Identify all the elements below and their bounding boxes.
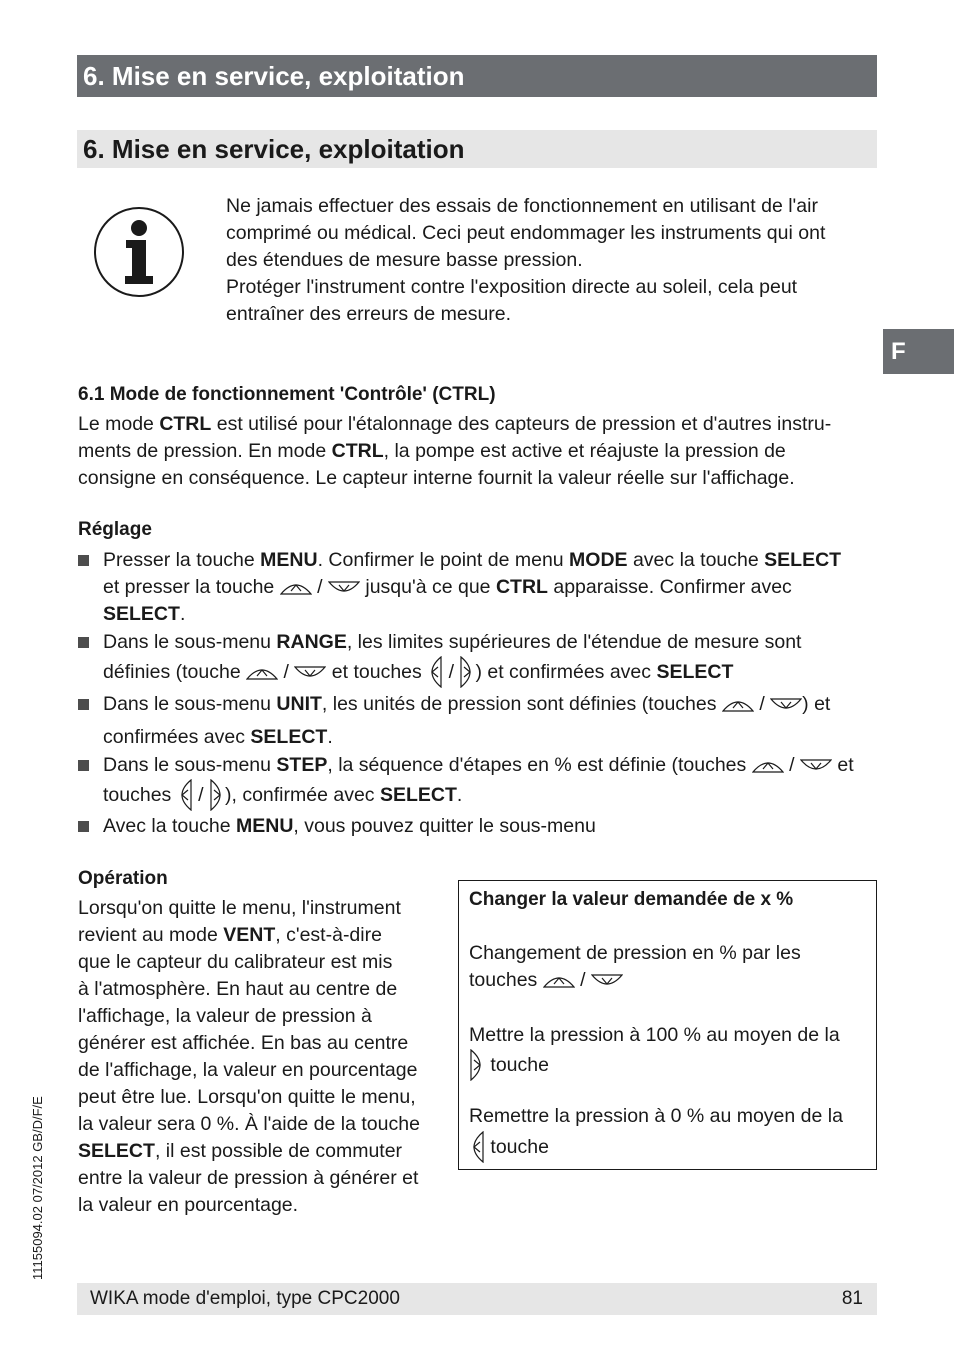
- list-item-text: [103, 547, 873, 628]
- text-bold: SELECT: [103, 603, 180, 625]
- text-bold: RANGE: [276, 631, 347, 653]
- text-bold: SELECT: [764, 549, 842, 571]
- up-key-icon: [543, 973, 575, 989]
- text: /: [192, 784, 209, 806]
- info-icon: [93, 206, 185, 298]
- text-bold: SELECT: [78, 1140, 155, 1162]
- operation-title: Opération: [78, 868, 168, 889]
- text-bold: MODE: [569, 549, 628, 571]
- down-key-icon: [591, 973, 623, 989]
- up-key-icon: [752, 758, 784, 774]
- info-box: [458, 880, 877, 1170]
- text: Changement de pression en % par les: [469, 942, 801, 964]
- list-item-text: [103, 813, 873, 840]
- down-key-icon: [800, 758, 832, 774]
- info-line: Ne jamais effectuer des essais de fonctionnement en utilisant de l'air: [226, 195, 818, 217]
- text: confirmées avec: [103, 726, 251, 748]
- info-box-line: [469, 1049, 549, 1081]
- text: Lorsqu'on quitte le menu, l'instrument: [78, 897, 401, 919]
- text: avec la touche: [627, 549, 765, 571]
- bullet-square: [78, 555, 89, 566]
- text-bold: SELECT: [656, 661, 734, 683]
- text: à l'atmosphère. En haut au centre de: [78, 978, 398, 1000]
- text: /: [783, 754, 800, 776]
- text: et touches: [326, 661, 428, 683]
- text: Le mode: [78, 413, 160, 435]
- up-key-icon: [722, 697, 754, 713]
- text-bold: UNIT: [276, 693, 322, 715]
- subsection-title: 6.1 Mode de fonctionnement 'Contrôle' (CTRL): [78, 384, 496, 405]
- text: la valeur sera 0 %. À l'aide de la touche: [78, 1113, 420, 1135]
- text: /: [311, 576, 328, 598]
- text-bold: CTRL: [331, 440, 384, 462]
- text: l'affichage, la valeur de pression à: [78, 1005, 372, 1027]
- subsection-paragraph: [78, 411, 868, 492]
- text: de l'affichage, la valeur en pourcentage: [78, 1059, 418, 1081]
- left-key-icon: [427, 656, 443, 688]
- info-line: des étendues de mesure basse pression.: [226, 249, 583, 271]
- up-key-icon: [246, 665, 278, 681]
- text-bold: SELECT: [379, 784, 457, 806]
- text: . Confirmer le point de menu: [317, 549, 570, 571]
- bullet-square: [78, 637, 89, 648]
- info-line: comprimé ou médical. Ceci peut endommager les instruments qui ont: [226, 222, 826, 244]
- text: ) et: [802, 693, 831, 715]
- info-box-line: [469, 1131, 549, 1163]
- text: /: [753, 693, 771, 715]
- text: /: [574, 969, 591, 991]
- left-key-icon: [177, 779, 193, 811]
- text: revient au mode: [78, 924, 224, 946]
- text: touche: [485, 1136, 549, 1158]
- section-header-bar: [77, 130, 877, 168]
- chapter-title: 6. Mise en service, exploitation: [83, 61, 465, 91]
- text: est utilisé pour l'étalonnage des capteurs de pression et d'autres instru-: [211, 413, 832, 435]
- page-number: 81: [841, 1288, 863, 1309]
- text: jusqu'à ce que: [359, 576, 496, 598]
- list-item-text: [103, 629, 873, 688]
- document-number: 11155094.02 07/2012 GB/D/F/E: [30, 1096, 45, 1280]
- page-footer: [77, 1283, 877, 1315]
- chapter-header-bar: [77, 55, 877, 97]
- text: , la séquence d'étapes en % est définie (touches: [327, 754, 752, 776]
- text: .: [327, 726, 333, 748]
- text: , c'est-à-dire: [275, 924, 382, 946]
- text: Dans le sous-menu: [103, 631, 277, 653]
- text: , il est possible de commuter: [154, 1140, 403, 1162]
- language-tab: [883, 329, 954, 374]
- text-bold: SELECT: [250, 726, 328, 748]
- bullet-square: [78, 699, 89, 710]
- text: définies (touche: [103, 661, 247, 683]
- text: apparaisse. Confirmer avec: [547, 576, 792, 598]
- text: Remettre la pression à 0 % au moyen de la: [469, 1105, 843, 1127]
- settings-title: Réglage: [78, 519, 152, 540]
- text: .: [179, 603, 186, 625]
- section-title: 6. Mise en service, exploitation: [83, 134, 465, 164]
- text: touche: [485, 1054, 549, 1076]
- text: Dans le sous-menu: [103, 693, 277, 715]
- down-key-icon: [294, 665, 326, 681]
- info-box-line: [469, 967, 623, 994]
- bullet-square: [78, 760, 89, 771]
- text: et: [831, 754, 854, 776]
- operation-paragraph: [78, 895, 438, 1219]
- text: ments de pression. En mode: [78, 440, 332, 462]
- down-key-icon: [328, 580, 360, 596]
- text: entre la valeur de pression à générer et: [78, 1167, 419, 1189]
- info-box-title: Changer la valeur demandée de x %: [469, 889, 794, 910]
- text-bold: STEP: [276, 754, 328, 776]
- info-line: entraîner des erreurs de mesure.: [226, 303, 512, 325]
- text: Presser la touche: [103, 549, 261, 571]
- list-item-text: [103, 691, 873, 751]
- info-line: Protéger l'instrument contre l'exposition directe au soleil, cela peut: [226, 276, 798, 298]
- right-key-icon: [209, 779, 225, 811]
- text: Avec la touche: [103, 815, 236, 837]
- text: générer est affichée. En bas au centre: [78, 1032, 409, 1054]
- left-key-icon: [469, 1131, 485, 1163]
- text: que le capteur du calibrateur est mis: [78, 951, 393, 973]
- text-bold: VENT: [223, 924, 276, 946]
- text: Dans le sous-menu: [103, 754, 277, 776]
- right-key-icon: [469, 1049, 485, 1081]
- text: , les unités de pression sont définies (touches: [321, 693, 722, 715]
- text: et presser la touche: [103, 576, 280, 598]
- text: Mettre la pression à 100 % au moyen de la: [469, 1024, 840, 1046]
- text: la valeur en pourcentage.: [78, 1194, 299, 1216]
- text: /: [443, 661, 460, 683]
- list-item-text: [103, 752, 873, 811]
- text: touches: [469, 969, 543, 991]
- text: , vous pouvez quitter le sous-menu: [293, 815, 596, 837]
- text: peut être lue. Lorsqu'on quitte le menu,: [78, 1086, 416, 1108]
- info-note: [226, 193, 866, 328]
- text-bold: MENU: [235, 815, 294, 837]
- down-key-icon: [770, 697, 802, 713]
- text: , la pompe est active et réajuste la pression de: [383, 440, 786, 462]
- footer-title: WIKA mode d'emploi, type CPC2000: [90, 1288, 400, 1309]
- text: .: [456, 784, 463, 806]
- up-key-icon: [280, 580, 312, 596]
- language-tab-label: F: [891, 338, 906, 365]
- text-bold: MENU: [260, 549, 318, 571]
- text: , les limites supérieures de l'étendue de mesure sont: [346, 631, 802, 653]
- text: ) et confirmées avec: [475, 661, 657, 683]
- text-bold: CTRL: [495, 576, 548, 598]
- text-bold: CTRL: [159, 413, 212, 435]
- text: consigne en conséquence. Le capteur interne fournit la valeur réelle sur l'affichage.: [78, 467, 795, 489]
- bullet-square: [78, 821, 89, 832]
- text: /: [278, 661, 295, 683]
- right-key-icon: [459, 656, 475, 688]
- text: touches: [103, 784, 177, 806]
- text: ), confirmée avec: [224, 784, 380, 806]
